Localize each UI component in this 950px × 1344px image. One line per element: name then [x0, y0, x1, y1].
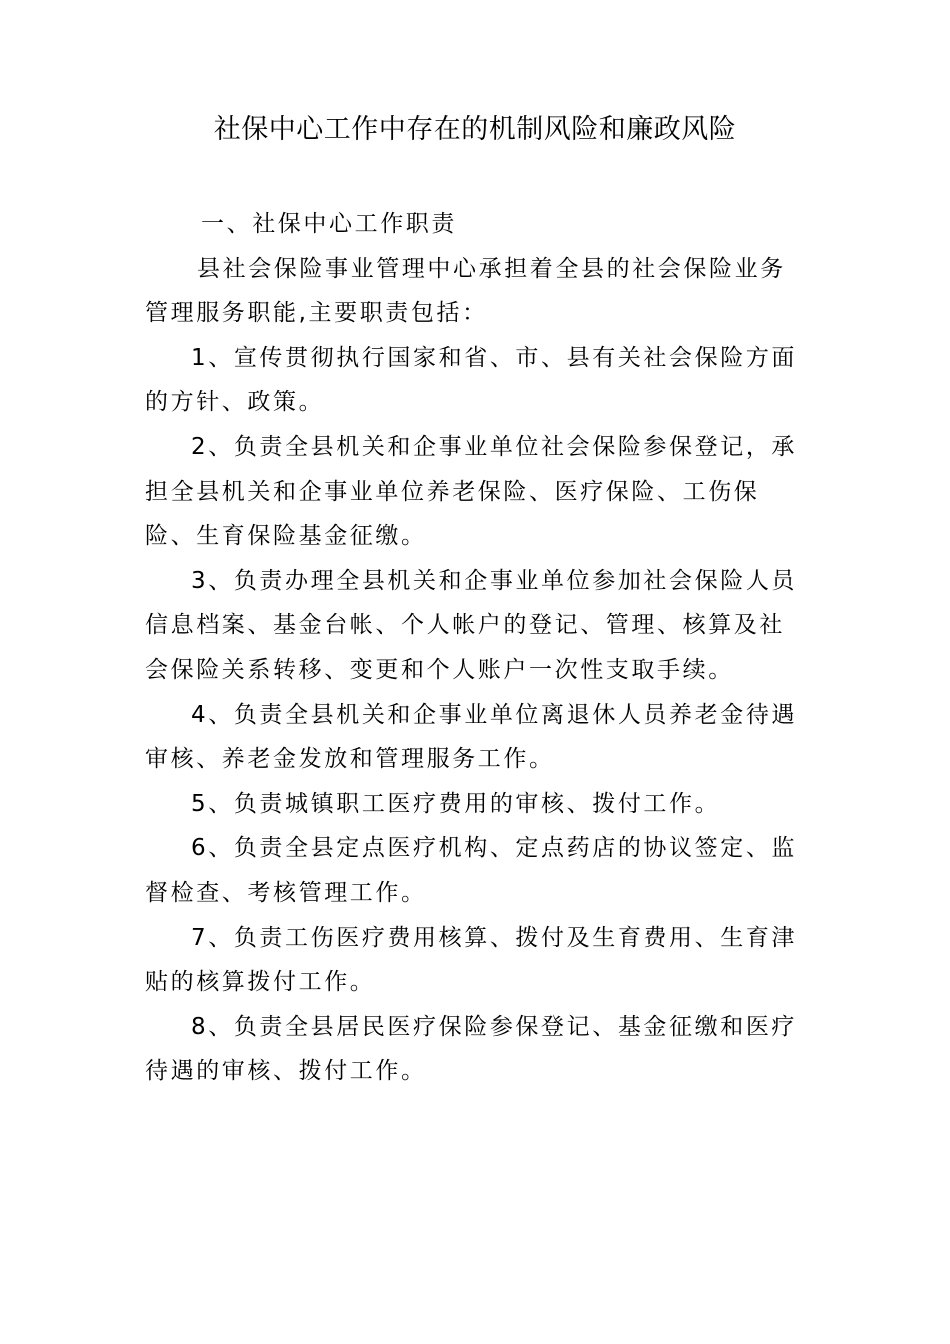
duty-item-8: 8、负责全县居民医疗保险参保登记、基金征缴和医疗待遇的审核、拨付工作。 [145, 1013, 798, 1085]
duty-item-5: 5、负责城镇职工医疗费用的审核、拨付工作。 [191, 790, 721, 817]
document-title: 社保中心工作中存在的机制风险和廉政风险 [213, 114, 737, 145]
duty-item-1: 1、宣传贯彻执行国家和省、市、县有关社会保险方面的方针、政策。 [145, 344, 798, 416]
duty-item-3: 3、负责办理全县机关和企事业单位参加社会保险人员信息档案、基金台帐、个人帐户的登记、管理、核算及社会保险关系转移、变更和个人账户一次性支取手续。 [145, 567, 798, 683]
document-body [145, 202, 810, 1094]
duty-item-7: 7、负责工伤医疗费用核算、拨付及生育费用、生育津贴的核算拨付工作。 [145, 924, 798, 996]
duty-item-6: 6、负责全县定点医疗机构、定点药店的协议签定、监督检查、考核管理工作。 [145, 835, 798, 906]
section-heading: 一、社保中心工作职责 [201, 211, 457, 237]
duty-item-4: 4、负责全县机关和企事业单位离退休人员养老金待遇审核、养老金发放和管理服务工作。 [145, 701, 798, 773]
duty-item-2: 2、负责全县机关和企事业单位社会保险参保登记，承担全县机关和企事业单位养老保险、医疗保险、工伤保险、生育保险基金征缴。 [145, 433, 798, 550]
intro-paragraph: 县社会保险事业管理中心承担着全县的社会保险业务管理服务职能,主要职责包括： [145, 255, 786, 327]
